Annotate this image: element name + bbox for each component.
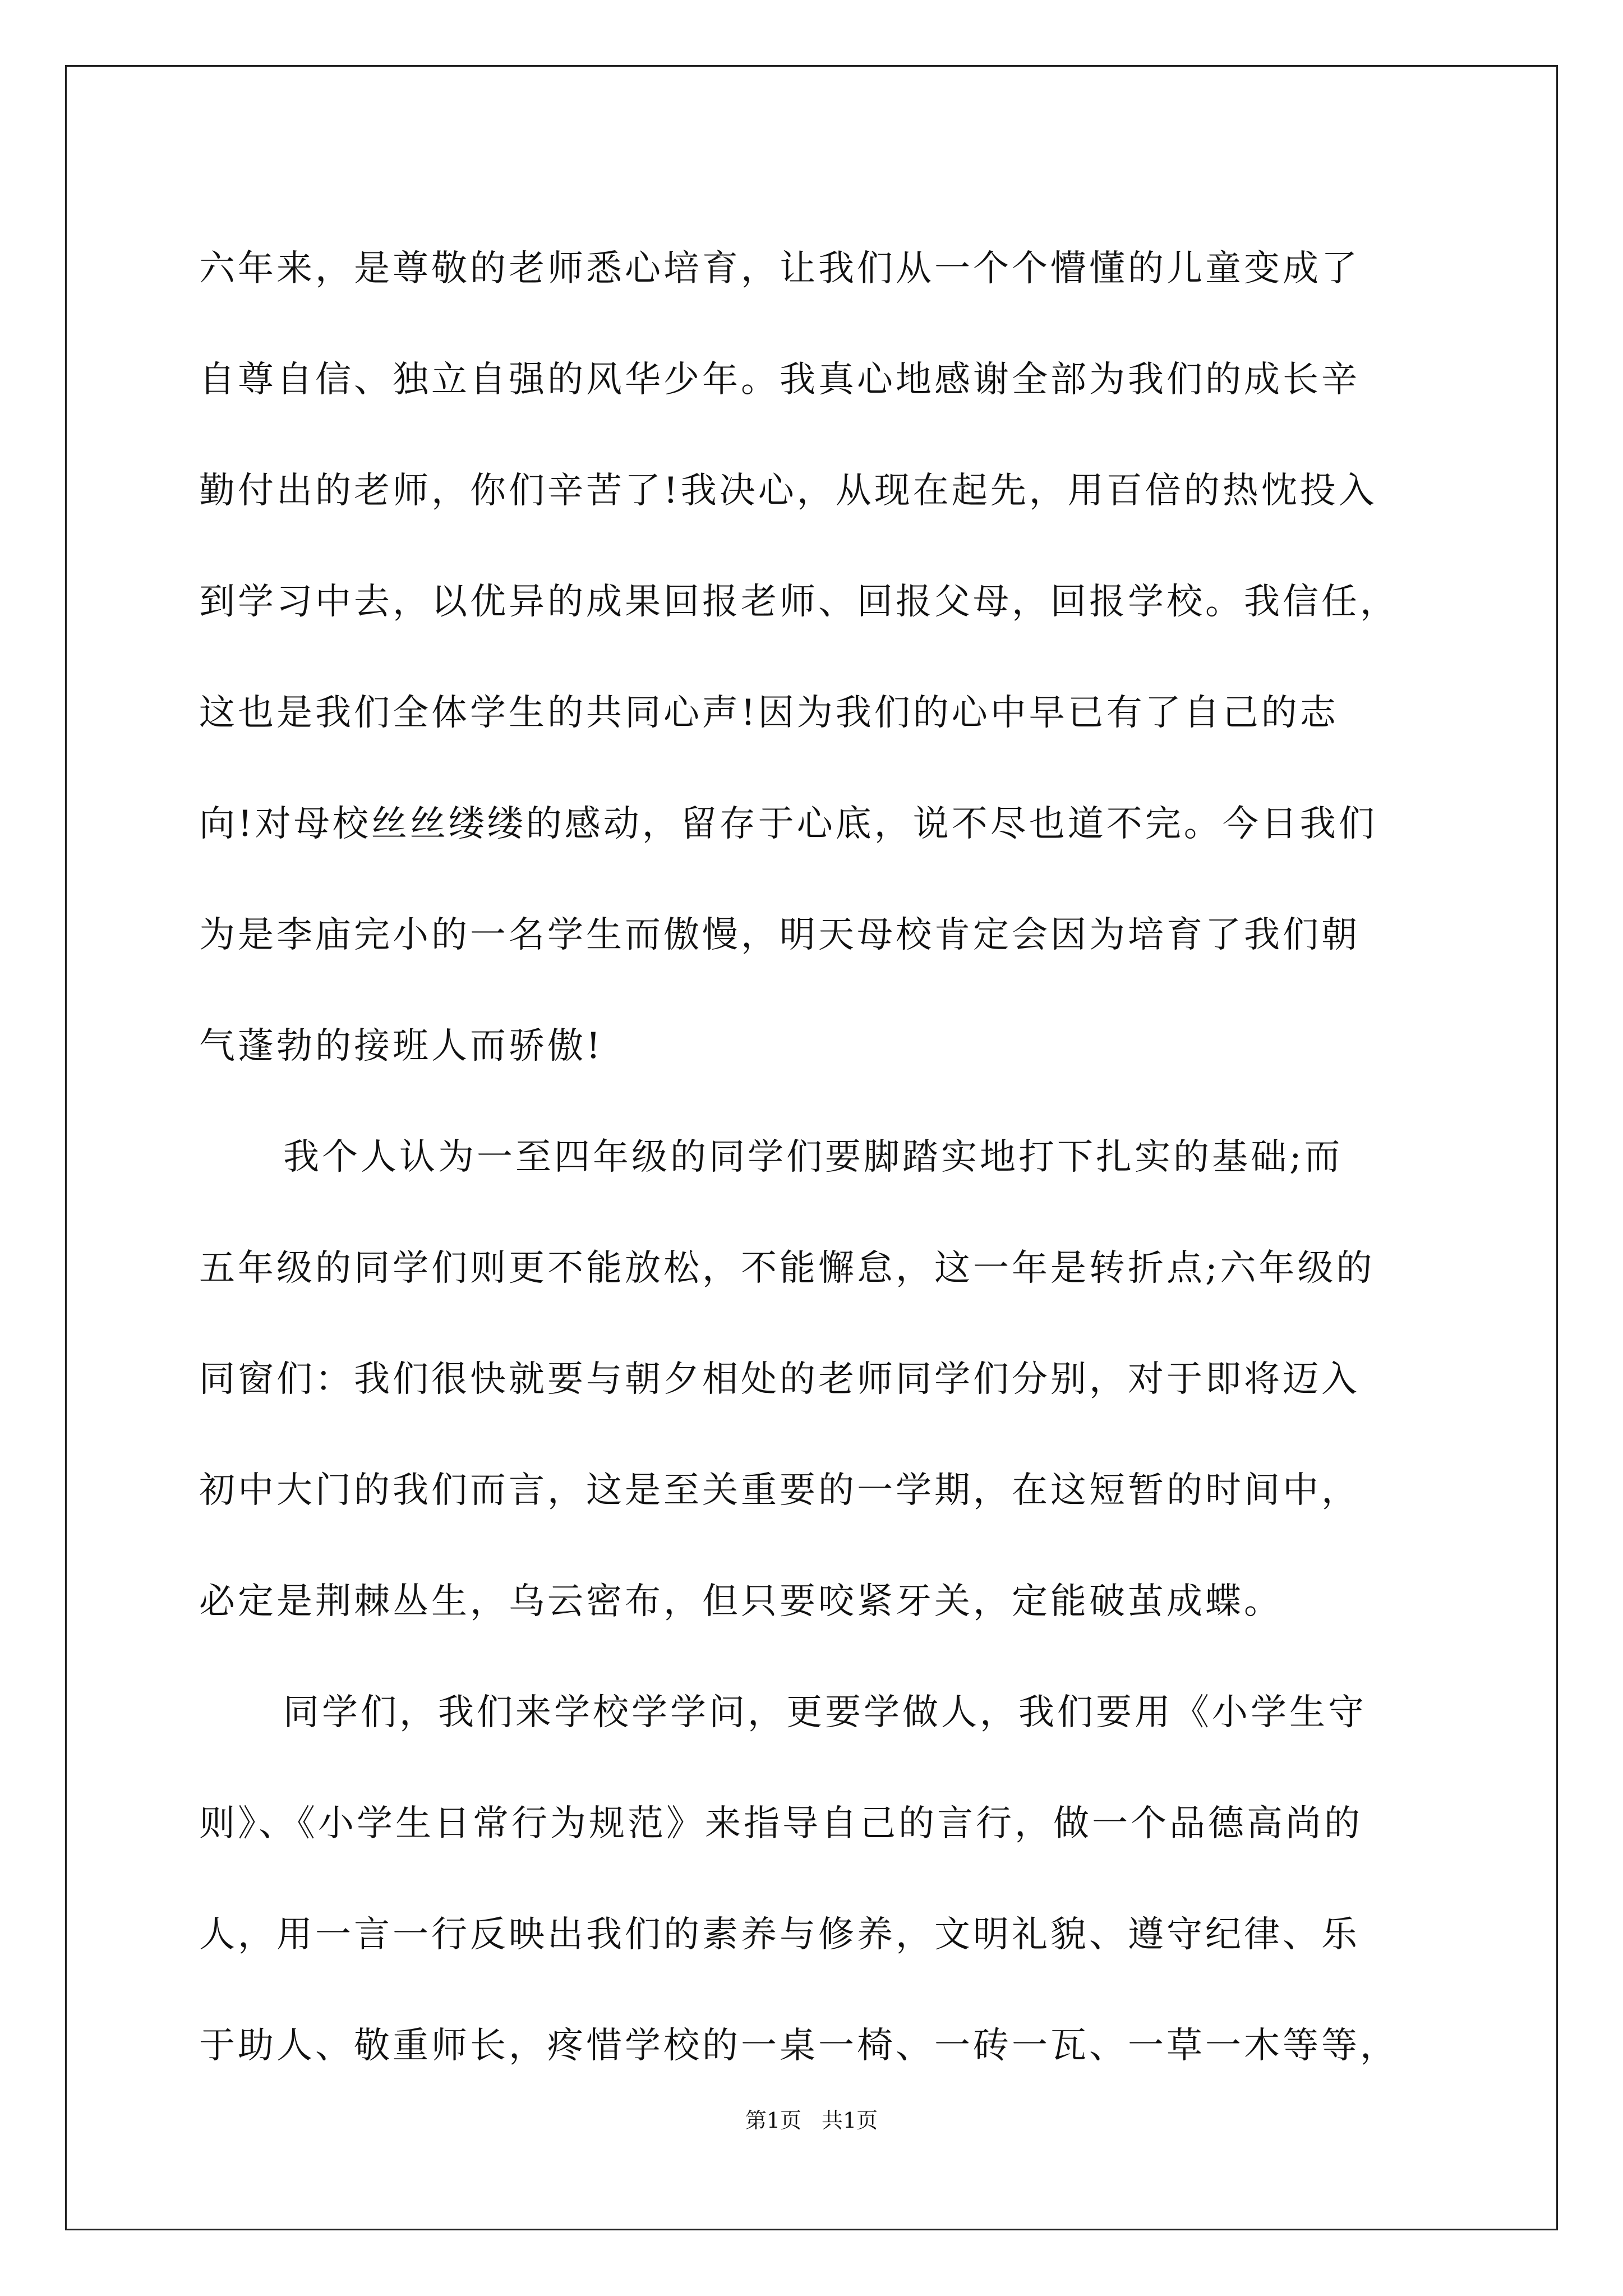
page-total: 共1页 bbox=[822, 2108, 878, 2133]
text-line: 自尊自信、独立自强的风华少年。我真心地感谢全部为我们的成长辛 bbox=[199, 359, 1360, 401]
text-line: 向!对母校丝丝缕缕的感动，留存于心底，说不尽也道不完。今日我们 bbox=[199, 803, 1377, 845]
text-line: 这也是我们全体学生的共同心声!因为我们的心中早已有了自己的志 bbox=[199, 692, 1339, 734]
paragraph-start-line: 同学们，我们来学校学学问，更要学做人，我们要用《小学生守 bbox=[283, 1692, 1367, 1733]
text-line: 六年来，是尊敬的老师悉心培育，让我们从一个个懵懂的儿童变成了 bbox=[199, 248, 1360, 289]
page-footer bbox=[0, 2106, 1623, 2134]
document-body bbox=[199, 213, 1469, 2101]
text-line: 初中大门的我们而言，这是至关重要的一学期，在这短暂的时间中， bbox=[199, 1470, 1360, 1511]
paragraph-start-line: 我个人认为一至四年级的同学们要脚踏实地打下扎实的基础;而 bbox=[283, 1137, 1343, 1178]
text-line: 为是李庙完小的一名学生而傲慢，明天母校肯定会因为培育了我们朝 bbox=[199, 914, 1360, 956]
text-line: 气蓬勃的接班人而骄傲! bbox=[199, 1025, 603, 1067]
text-line: 于助人、敬重师长，疼惜学校的一桌一椅、一砖一瓦、一草一木等等， bbox=[199, 2025, 1399, 2067]
text-line: 勤付出的老师，你们辛苦了!我决心，从现在起先，用百倍的热忱投入 bbox=[199, 470, 1377, 512]
text-line: 同窗们：我们很快就要与朝夕相处的老师同学们分别，对于即将迈入 bbox=[199, 1359, 1360, 1400]
text-line: 五年级的同学们则更不能放松，不能懈怠，这一年是转折点;六年级的 bbox=[199, 1248, 1375, 1289]
text-line: 到学习中去，以优异的成果回报老师、回报父母，回报学校。我信任， bbox=[199, 581, 1399, 623]
page-number: 第1页 bbox=[745, 2108, 801, 2133]
text-line: 则》、《小学生日常行为规范》来指导自己的言行，做一个品德高尚的 bbox=[199, 1803, 1363, 1844]
text-line: 人，用一言一行反映出我们的素养与修养，文明礼貌、遵守纪律、乐 bbox=[199, 1914, 1360, 1955]
text-line: 必定是荆棘丛生，乌云密布，但只要咬紧牙关，定能破茧成蝶。 bbox=[199, 1581, 1283, 1622]
